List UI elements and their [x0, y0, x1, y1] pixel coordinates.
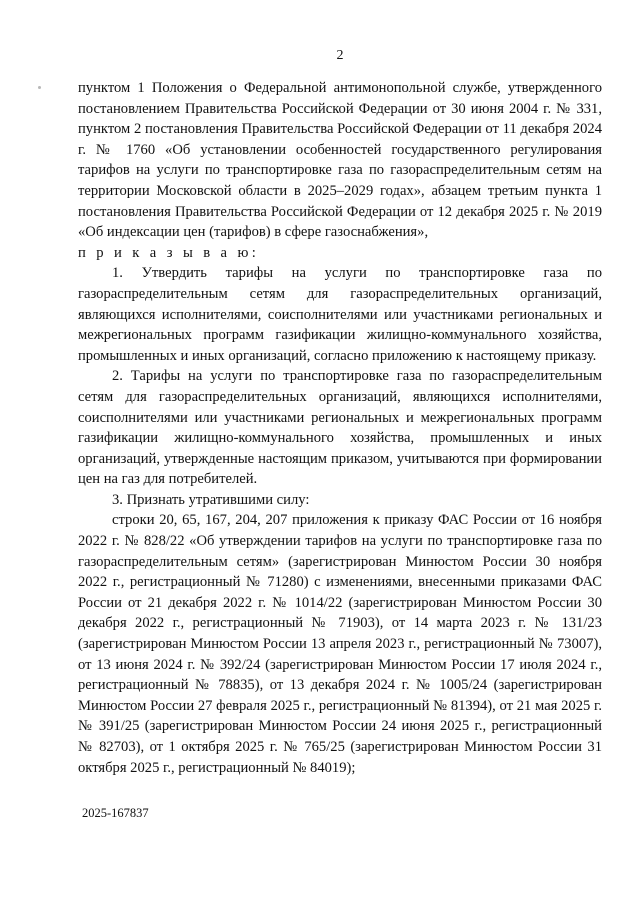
page-number: 2 — [336, 48, 344, 63]
margin-mark — [38, 86, 41, 89]
document-id: 2025-167837 — [82, 806, 149, 820]
paragraph-item-3: 3. Признать утратившими силу: — [112, 491, 310, 508]
paragraph-decree-word: п р и к а з ы в а ю: — [78, 244, 260, 261]
paragraph-item-1: 1. Утвердить тарифы на услуги по транспортировке газа по газораспределительным сетям для газораспределительных организаций, являющихся исполнителями, соисполнителями или участниками региональных и межрегиональных программ газификации жилищно-коммунального хозяйства, промышленных и иных организаций, согласно приложению к настоящему приказу. — [78, 265, 602, 364]
paragraph-legal-basis: пунктом 1 Положения о Федеральной антимонопольной службе, утвержденного постановлением Правительства Российской Федерации от 30 июня 2004 г. № 331, пунктом 2 постановления Правительства Российской Федерации от 11 декабря 2024 г. № 1760 «Об установлении особенностей государственного регулирования тарифов на услуги по транспортировке газа по газораспределительным сетям на территории Московской области в 2025–2029 годах», абзацем третьим пункта 1 постановления Правительства Российской Федерации от 12 декабря 2025 г. № 2019 «Об индексации цен (тарифов) в сфере газоснабжения», — [78, 80, 602, 241]
document-body — [78, 78, 602, 778]
paragraph-repealed-lines: строки 20, 65, 167, 204, 207 приложения к приказу ФАС России от 16 ноября 2022 г. № 828/22 «Об утверждении тарифов на услуги по транспортировке газа по газораспределительным сетям» (зарегистрирован Минюстом России 30 ноября 2022 г., регистрационный № 71280) с изменениями, внесенными приказами ФАС России от 21 декабря 2022 г. № 1014/22 (зарегистрирован Минюстом России 30 декабря 2022 г., регистрационный № 71903), от 14 марта 2023 г. № 131/23 (зарегистрирован Минюстом России 13 апреля 2023 г., регистрационный № 73007), от 13 июня 2024 г. № 392/24 (зарегистрирован Минюстом России 17 июля 2024 г., регистрационный № 78835), от 13 декабря 2024 г. № 1005/24 (зарегистрирован Минюстом России 27 февраля 2025 г., регистрационный № 81394), от 21 мая 2025 г. № 391/25 (зарегистрирован Минюстом России 24 июня 2025 г., регистрационный № 82703), от 1 октября 2025 г. № 765/25 (зарегистрирован Минюстом России 31 октября 2025 г., регистрационный № 84019); — [78, 512, 602, 776]
paragraph-item-2: 2. Тарифы на услуги по транспортировке газа по газораспределительным сетям для газораспределительных организаций, являющихся исполнителями, соисполнителями или участниками региональных и межрегиональных программ газификации жилищно-коммунального хозяйства, промышленных и иных организаций, утвержденные настоящим приказом, учитываются при формировании цен на газ для потребителей. — [78, 368, 602, 488]
